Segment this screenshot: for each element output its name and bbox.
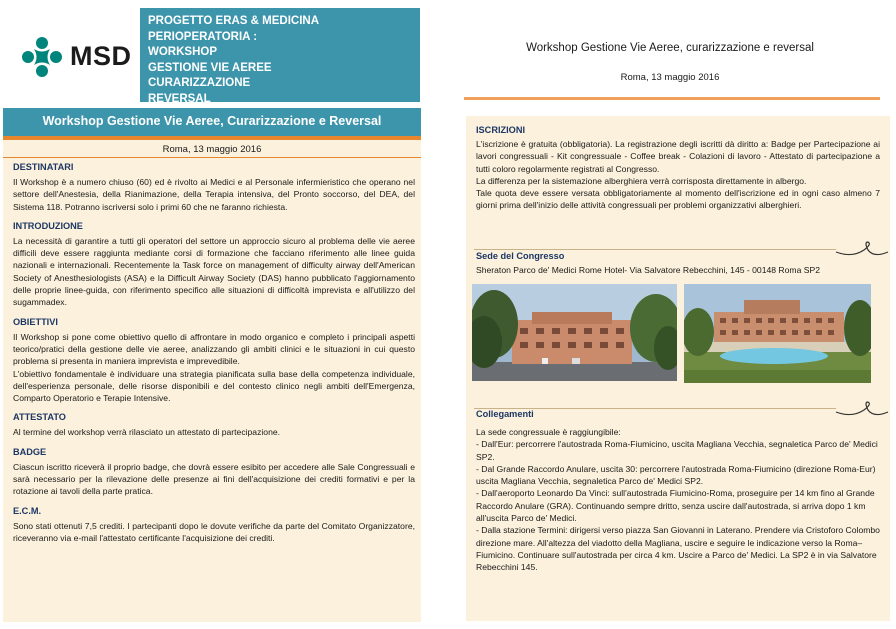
- directions-line: La sede congressuale è raggiungibile:: [476, 427, 621, 437]
- section-heading: Collegamenti: [476, 409, 534, 419]
- event-date: Roma, 13 maggio 2016: [162, 144, 262, 155]
- header-line: GESTIONE VIE AEREE: [148, 61, 272, 74]
- section-heading: ISCRIZIONI: [476, 125, 526, 135]
- header-line: PROGETTO ERAS & MEDICINA PERIOPERATORIA :: [148, 15, 319, 43]
- section-heading: E.C.M.: [13, 505, 42, 516]
- section-badge: [13, 445, 415, 498]
- directions-line: - Dall'aeroporto Leonardo Da Vinci: sull'autostrada Fiumicino-Roma, proseguire per 14 km fino al Grande Raccordo Anulare (GRA). Continuando sempre dritto, senza uscire dall'autostrada, si arriva dopo 1 km all'uscita Parco de' Medici.: [476, 488, 875, 524]
- right-content-panel: [466, 116, 890, 621]
- msd-logo-icon: [22, 37, 62, 77]
- left-content-panel: [3, 140, 421, 622]
- left-page: [0, 0, 426, 629]
- section-paragraph: Ciascun iscritto riceverà il proprio badge, che dovrà essere esibito per accedere alle Sale Congressuali e sarà necessario per la rilevazione delle presenze ai fini dell'acquisizione dei crediti formativi e per la rotazione ai tavoli della parte pratica.: [13, 461, 415, 497]
- header-line: REVERSAL: [148, 92, 211, 105]
- section-paragraph: Tale quota deve essere versata obbligatoriamente al momento dell'iscrizione ed in ogni caso almeno 7 giorni prima dell'inizio delle attività congressuali per problemi organizzativi alberghieri.: [476, 188, 880, 211]
- section-heading: DESTINATARI: [13, 162, 74, 172]
- section-paragraph: Sono stati ottenuti 7,5 crediti. I partecipanti dopo le dovute verifiche da parte del Comitato Organizzatore, riceveranno via e-mail l'attestato certificante l'acquisizione dei crediti.: [13, 520, 415, 543]
- msd-logo: [0, 0, 140, 102]
- project-header: [140, 8, 420, 105]
- section-paragraph: La necessità di garantire a tutti gli operatori del settore un approccio sicuro al problema delle vie aeree difficili deve essere raggiunta mediante corsi di formazione che facciano riferimento alle linee guida nazionali e internazionali. Recentemente la Task force on management of difficulty airway dell'American Society of Anesthesiologists (ASA) e la Difficult Airway Society (DAS) hanno pubblicato l'aggiornamento delle proprie linee-guida, con riferimento specifico alle situazioni di difficoltà imprevista e all'utilizzo del sugammadex.: [13, 235, 415, 308]
- directions-line: - Dall'Eur: percorrere l'autostrada Roma-Fiumicino, uscita Magliana Vecchia, segnaletica Parco de' Medici SP2.: [476, 439, 878, 462]
- section-paragraph: La differenza per la sistemazione alberghiera verrà corrisposta direttamente in albergo.: [476, 175, 807, 186]
- section-heading: Sede del Congresso: [476, 251, 565, 261]
- section-paragraph: L'obiettivo fondamentale è individuare una strategia pianificata sulla base della competenza individuale, dell'esperienza personale, delle risorse disponibili e del contesto clinico negli ambiti dell'Emergenza, Comparto Operatorio e Terapie Intensive.: [13, 368, 415, 404]
- section-heading: INTRODUZIONE: [13, 220, 83, 231]
- header-line: CURARIZZAZIONE: [148, 77, 251, 89]
- right-page-title: Workshop Gestione Vie Aeree, curarizzazione e reversal: [526, 42, 814, 54]
- section-venue: [476, 250, 880, 275]
- right-page-date: Roma, 13 maggio 2016: [620, 72, 720, 83]
- workshop-title: Workshop Gestione Vie Aeree, Curarizzazione e Reversal: [42, 114, 382, 128]
- section-ecm: [13, 504, 415, 545]
- date-divider: [3, 157, 421, 158]
- section-heading: BADGE: [13, 446, 47, 457]
- section-destinatari: [13, 160, 415, 213]
- header-line: WORKSHOP: [148, 46, 217, 58]
- hotel-photo-pool: [684, 284, 871, 383]
- msd-logo-text: MSD: [70, 41, 132, 71]
- section-obiettivi: [13, 315, 415, 405]
- section-collegamenti: [476, 408, 880, 574]
- hotel-photo-front: [472, 284, 677, 381]
- directions-line: - Dalla stazione Termini: dirigersi verso piazza San Giovanni in Laterano. Prendere via Cristoforo Colombo direzione mare. All'altezza del viadotto della Magliana, uscire e seguire le indicazione verso la Roma–Fiumicino. Continuare sull'autostrada per circa 4 km. Uscire a Parco de' Medici. La SP2 è in via Salvatore Rebecchini 145.: [476, 525, 880, 573]
- right-page: [460, 0, 896, 629]
- info-sections: [13, 160, 415, 550]
- project-header-title: [148, 14, 420, 107]
- section-introduzione: [13, 219, 415, 309]
- section-attestato: [13, 410, 415, 438]
- section-paragraph: Il Workshop si pone come obiettivo quello di affrontare in modo organico e completo i principali aspetti teorico/pratici della gestione delle vie aeree, analizzando gli ambiti clinici e le situazioni in cui questo problema si presenta in maniera imprevista e imprevedibile.: [13, 331, 415, 367]
- section-paragraph: Al termine del workshop verrà rilasciato un attestato di partecipazione.: [13, 427, 281, 438]
- section-paragraph: L'iscrizione è gratuita (obbligatoria). La registrazione degli iscritti dà diritto a: Badge per Partecipazione ai lavori congressuali - Kit congressuale - Coffee break - Colazioni di lavoro - Attestato di partecipazione a tutti coloro regolarmente registrati al Congresso.: [476, 139, 880, 174]
- section-iscrizioni: [476, 124, 880, 212]
- directions-line: - Dal Grande Raccordo Anulare, uscita 30: percorrere l'autostrada Roma-Fiumicino (direzione Roma-Eur) uscita Magliana Vecchia, segnaletica Parco de' Medici SP2.: [476, 463, 876, 487]
- workshop-title-band: [3, 108, 421, 137]
- section-heading: ATTESTATO: [13, 412, 66, 423]
- section-heading: OBIETTIVI: [13, 316, 58, 327]
- section-paragraph: Il Workshop è a numero chiuso (60) ed è rivolto ai Medici e al Personale infermieristico che operano nel settore dell'Anestesia, della Rianimazione, della Terapia intensiva, del Pronto soccorso, del DEA, del Sistema 118. Potranno iscriversi solo i primi 60 che ne faranno richiesta.: [13, 177, 415, 212]
- venue-address: Sheraton Parco de' Medici Rome Hotel- Via Salvatore Rebecchini, 145 - 00148 Roma SP2: [476, 265, 820, 275]
- orange-divider: [464, 97, 880, 100]
